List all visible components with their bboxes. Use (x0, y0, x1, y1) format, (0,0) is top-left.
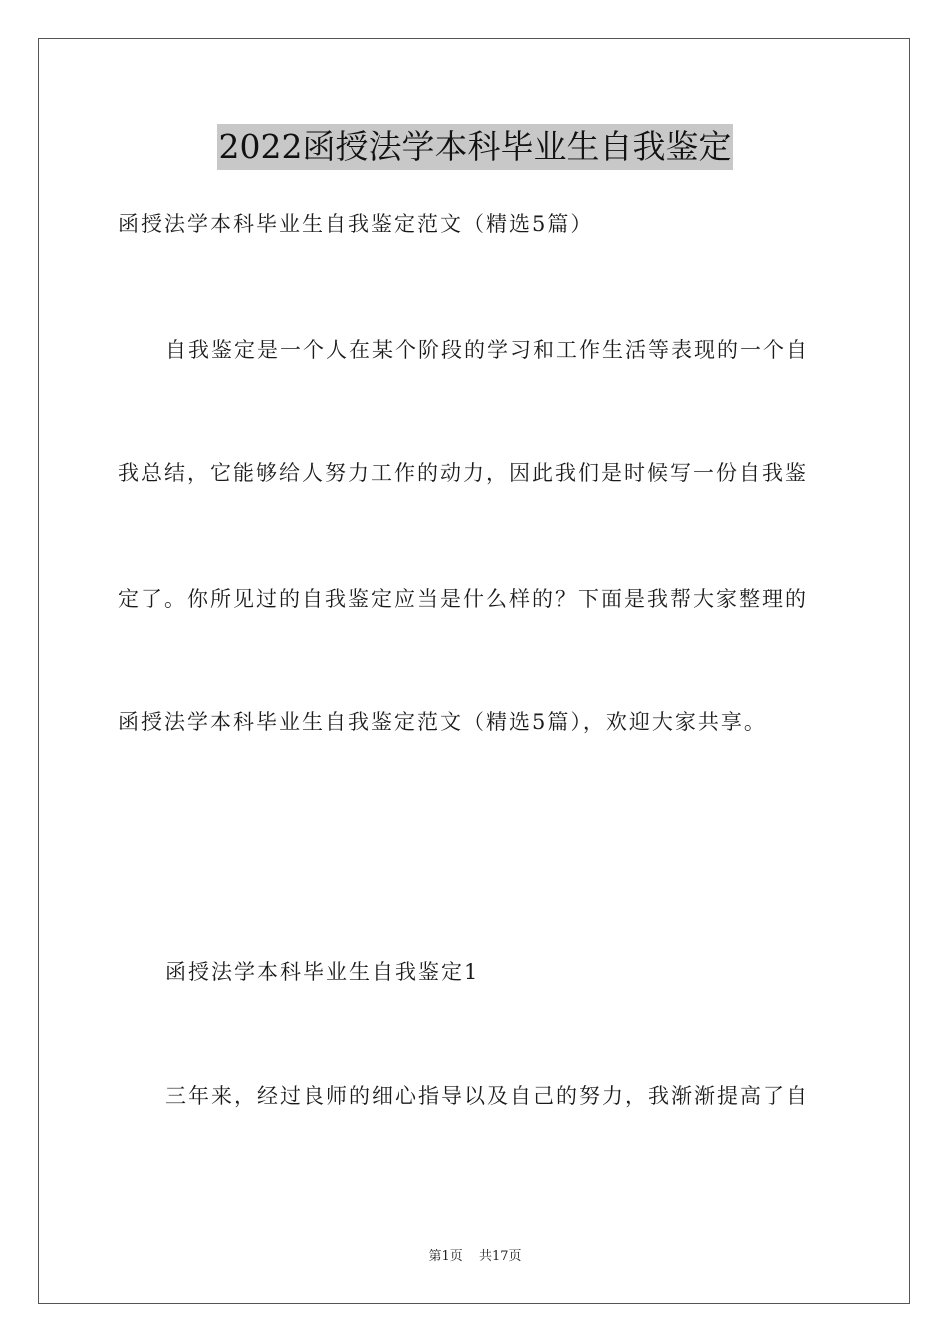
document-title: 2022函授法学本科毕业生自我鉴定 (217, 124, 734, 170)
document-subtitle: 函授法学本科毕业生自我鉴定范文（精选5篇） (118, 212, 594, 236)
page-footer (0, 1248, 950, 1266)
section-paragraph-line-1: 三年来，经过良师的细心指导以及自己的努力，我渐渐提高了自 (165, 1084, 809, 1108)
page-total: 共17页 (478, 1249, 522, 1264)
title-container (0, 124, 950, 170)
section-heading: 函授法学本科毕业生自我鉴定1 (165, 960, 480, 984)
intro-line-2: 我总结，它能够给人努力工作的动力，因此我们是时候写一份自我鉴 (118, 461, 808, 485)
intro-line-3: 定了。你所见过的自我鉴定应当是什么样的？下面是我帮大家整理的 (118, 587, 808, 611)
page-number: 第1页 (428, 1249, 463, 1264)
intro-line-4: 函授法学本科毕业生自我鉴定范文（精选5篇），欢迎大家共享。 (118, 710, 767, 734)
intro-line-1: 自我鉴定是一个人在某个阶段的学习和工作生活等表现的一个自 (165, 338, 809, 362)
